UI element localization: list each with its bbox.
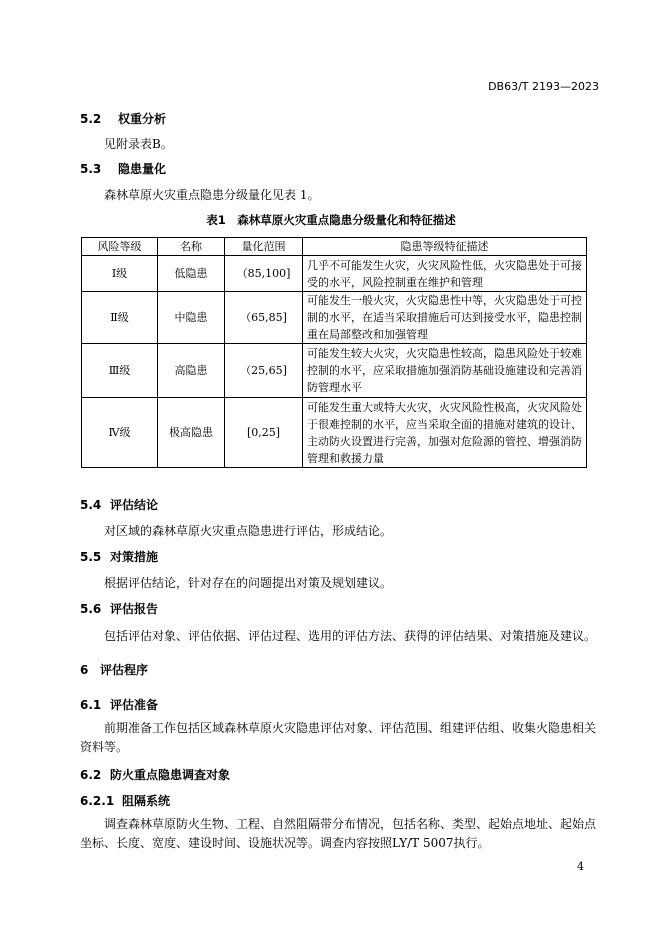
section-number: 5.3 <box>80 162 102 176</box>
section-number: 6.1 <box>80 698 102 712</box>
section-6-1-heading <box>80 696 158 713</box>
section-number: 5.2 <box>80 112 102 126</box>
cell-level: Ⅰ级 <box>82 256 158 292</box>
section-6-2-heading <box>80 766 230 783</box>
cell-name: 中隐患 <box>158 292 225 344</box>
cell-description: 可能发生重大或特大火灾，火灾风险性极高，火灾风险处于很难控制的水平，应当采取全面的措施对建筑的设计、主动防火设置进行完善，加强对危险源的管控、增强消防管理和救援力量 <box>303 398 587 468</box>
cell-level: Ⅲ级 <box>82 344 158 398</box>
risk-grading-table <box>81 237 587 468</box>
cell-name: 低隐患 <box>158 256 225 292</box>
section-6-1-body: 前期准备工作包括区域森林草原火灾隐患评估对象、评估范围、组建评估组、收集火隐患相关资料等。 <box>80 721 597 754</box>
section-title: 权重分析 <box>118 112 167 126</box>
cell-level: Ⅱ级 <box>82 292 158 344</box>
section-5-4-body: 对区域的森林草原火灾重点隐患进行评估，形成结论。 <box>104 524 393 538</box>
section-number: 6.2.1 <box>80 794 115 808</box>
section-title: 防火重点隐患调查对象 <box>110 768 231 782</box>
section-number: 6.2 <box>80 768 102 782</box>
section-title: 评估结论 <box>110 498 159 512</box>
cell-level: Ⅳ级 <box>82 398 158 468</box>
section-5-6-heading <box>80 600 158 617</box>
header-risk-level: 风险等级 <box>82 238 158 256</box>
section-5-2-body: 见附录表B。 <box>104 137 173 151</box>
section-5-6-body: 包括评估对象、评估依据、评估过程、选用的评估方法、获得的评估结果、对策措施及建议。 <box>104 629 597 643</box>
header-description: 隐患等级特征描述 <box>303 238 587 256</box>
section-title: 评估报告 <box>110 602 159 616</box>
section-6-2-1-heading <box>80 792 170 809</box>
section-5-3-heading <box>80 160 166 177</box>
section-5-2-heading <box>80 110 166 127</box>
section-number: 5.5 <box>80 550 102 564</box>
cell-description: 可能发生一般火灾，火灾隐患性中等，火灾隐患处于可控制的水平，在适当采取措施后可达到接受水平，隐患控制重在局部整改和加强管理 <box>303 292 587 344</box>
table-caption: 表1 森林草原火灾重点隐患分级量化和特征描述 <box>206 213 456 227</box>
cell-range: （65,85] <box>225 292 303 344</box>
cell-name: 极高隐患 <box>158 398 225 468</box>
section-6-heading <box>80 661 148 678</box>
cell-range: （25,65] <box>225 344 303 398</box>
table-row <box>82 292 587 344</box>
section-5-3-body: 森林草原火灾重点隐患分级量化见表 1。 <box>104 188 320 202</box>
cell-name: 高隐患 <box>158 344 225 398</box>
header-range: 量化范围 <box>225 238 303 256</box>
section-number: 5.6 <box>80 602 102 616</box>
cell-range: [0,25] <box>225 398 303 468</box>
section-title: 评估准备 <box>110 698 159 712</box>
cell-description: 几乎不可能发生火灾，火灾风险性低，火灾隐患处于可接受的水平，风险控制重在维护和管理 <box>303 256 587 292</box>
section-5-5-heading <box>80 548 158 565</box>
doc-code-header: DB63/T 2193—2023 <box>488 80 599 93</box>
cell-range: （85,100] <box>225 256 303 292</box>
section-title: 评估程序 <box>100 663 149 677</box>
section-5-5-body: 根据评估结论，针对存在的问题提出对策及规划建议。 <box>104 576 393 590</box>
table-row <box>82 256 587 292</box>
section-title: 对策措施 <box>110 550 159 564</box>
section-number: 5.4 <box>80 498 102 512</box>
section-title: 阻隔系统 <box>122 794 171 808</box>
section-number: 6 <box>80 663 89 677</box>
cell-description: 可能发生较大火灾，火灾隐患性较高，隐患风险处于较难控制的水平，应采取措施加强消防基础设施建设和完善消防管理水平 <box>303 344 587 398</box>
section-6-2-1-body: 调查森林草原防火生物、工程、自然阻隔带分布情况，包括名称、类型、起始点地址、起始点坐标、长度、宽度、建设时间、设施状况等。调查内容按照LY/T 5007执行。 <box>80 817 597 850</box>
section-5-4-heading <box>80 496 158 513</box>
table-row <box>82 398 587 468</box>
table-header-row <box>82 238 587 256</box>
header-name: 名称 <box>158 238 225 256</box>
page-number: 4 <box>577 860 584 873</box>
section-title: 隐患量化 <box>118 162 167 176</box>
table-row <box>82 344 587 398</box>
